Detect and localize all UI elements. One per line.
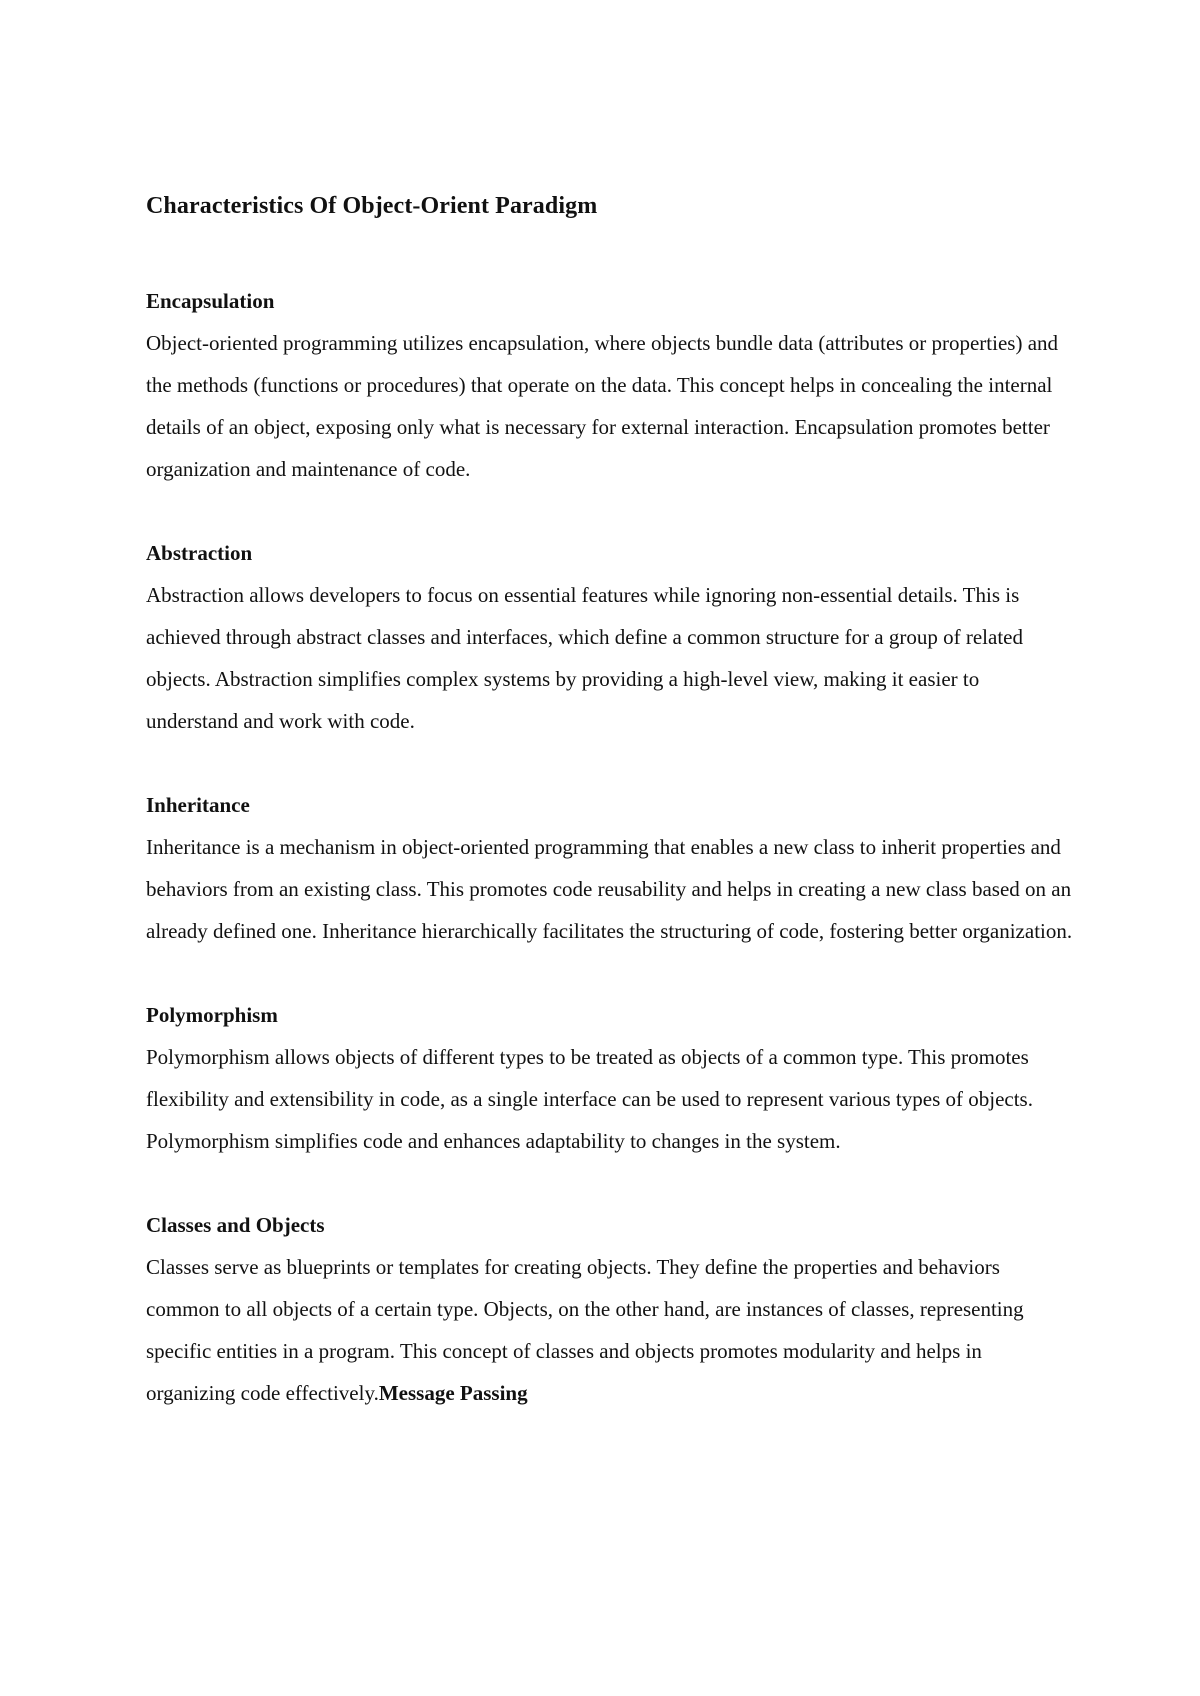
section-classes-and-objects: [146, 1204, 1076, 1414]
spacer: [146, 226, 1076, 280]
spacer: [146, 490, 1076, 532]
section-heading: Encapsulation: [146, 289, 275, 313]
section-body: Polymorphism allows objects of different types to be treated as objects of a common type. This promotes flexibility and extensibility in code, as a single interface can be used to represent various types of objects. Polymorphism simplifies code and enhances adaptability to changes in the system.: [146, 1045, 1033, 1153]
section-body-text: Classes serve as blueprints or templates for creating objects. They define the properties and behaviors common to all objects of a certain type. Objects, on the other hand, are instances of classes, representing specific entities in a program. This concept of classes and objects promotes modularity and helps in organizing code effectively.: [146, 1255, 1024, 1405]
spacer: [146, 742, 1076, 784]
section-body: [146, 1246, 1076, 1414]
section-abstraction: [146, 532, 1076, 742]
document-content: [146, 186, 1076, 1414]
section-heading: Inheritance: [146, 793, 250, 817]
section-polymorphism: [146, 994, 1076, 1162]
section-heading: Classes and Objects: [146, 1213, 325, 1237]
section-body: Inheritance is a mechanism in object-oriented programming that enables a new class to inherit properties and behaviors from an existing class. This promotes code reusability and helps in creating a new class based on an already defined one. Inheritance hierarchically facilitates the structuring of code, fostering better organization.: [146, 835, 1073, 943]
section-heading: Abstraction: [146, 541, 253, 565]
document-title: Characteristics Of Object-Orient Paradigm: [146, 193, 598, 219]
section-body: Abstraction allows developers to focus on essential features while ignoring non-essential details. This is achieved through abstract classes and interfaces, which define a common structure for a group of related objects. Abstraction simplifies complex systems by providing a high-level view, making it easier to understand and work with code.: [146, 583, 1023, 733]
spacer: [146, 1162, 1076, 1204]
section-encapsulation: [146, 280, 1076, 490]
spacer: [146, 952, 1076, 994]
section-heading: Polymorphism: [146, 1003, 278, 1027]
section-body: Object-oriented programming utilizes encapsulation, where objects bundle data (attributes or properties) and the methods (functions or procedures) that operate on the data. This concept helps in concealing the internal details of an object, exposing only what is necessary for external interaction. Encapsulation promotes better organization and maintenance of code.: [146, 331, 1059, 481]
inline-section-heading: Message Passing: [378, 1381, 528, 1405]
section-inheritance: [146, 784, 1076, 952]
